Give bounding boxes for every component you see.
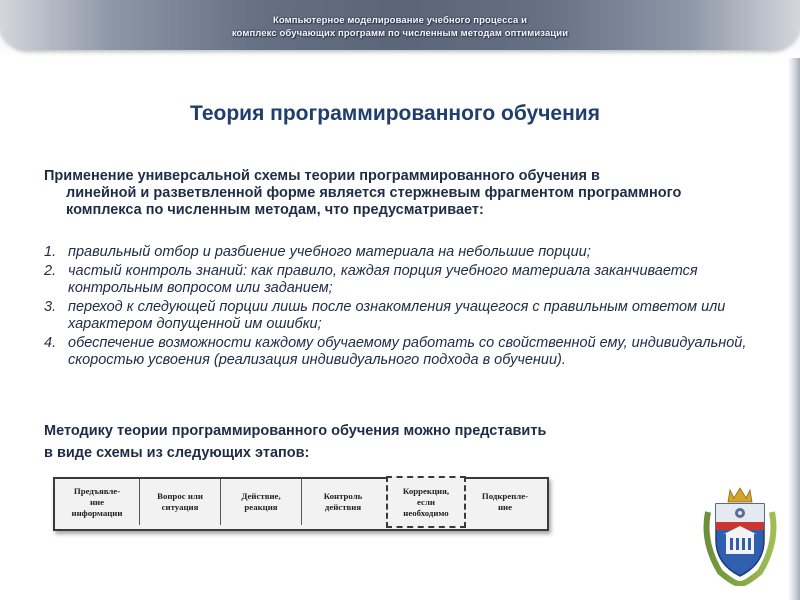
university-crest-icon bbox=[700, 482, 780, 586]
right-decor-stripe bbox=[788, 58, 800, 600]
slide-title: Теория программированного обучения bbox=[190, 102, 600, 125]
requirements-list bbox=[44, 244, 764, 371]
list-item-text: правильный отбор и разбиение учебного материала на небольшие порции; bbox=[68, 244, 591, 260]
stage-correction: Коррекция, если необходимо bbox=[386, 476, 466, 528]
header-line-1: Компьютерное моделирование учебного процесса и bbox=[272, 15, 528, 26]
list-item-text: переход к следующей порции лишь после ознакомления учащегося с правильным ответом или характером допущенной им ошибки; bbox=[68, 299, 726, 332]
method-line-1: Методику теории программированного обучения можно представить bbox=[44, 423, 547, 439]
stages-scheme bbox=[53, 477, 549, 531]
header-text bbox=[0, 14, 800, 40]
list-item-number: 2. bbox=[44, 263, 57, 279]
method-line-2: в виде схемы из следующих этапов: bbox=[44, 445, 310, 461]
stage-question: Вопрос или ситуация bbox=[157, 491, 203, 512]
intro-paragraph bbox=[44, 168, 734, 219]
list-item-text: обеспечение возможности каждому обучаемому работать со свойственной ему, индивидуальной, скоростью усвоения (реализация индивидуального подхода в обучении). bbox=[68, 335, 747, 368]
list-item-text: частый контроль знаний: как правило, каждая порция учебного материала заканчивается контрольным вопросом или заданием; bbox=[68, 263, 698, 296]
list-item bbox=[44, 263, 764, 297]
list-item bbox=[44, 335, 764, 369]
list-item-number: 1. bbox=[44, 244, 57, 260]
intro-first-line: Применение универсальной схемы теории программированного обучения в bbox=[44, 168, 600, 184]
header-banner bbox=[0, 0, 800, 58]
list-item bbox=[44, 299, 764, 333]
list-item-number: 3. bbox=[44, 299, 57, 315]
intro-rest: линейной и разветвленной форме является стержневым фрагментом программного комплекса по численным методам, что предусматривает: bbox=[66, 185, 682, 218]
header-line-2: комплекс обучающих программ по численным методам оптимизации bbox=[231, 28, 569, 39]
method-paragraph bbox=[44, 420, 734, 464]
list-item bbox=[44, 244, 764, 261]
stage-presentation: Предъявле- ние информации bbox=[71, 485, 123, 518]
list-item-number: 4. bbox=[44, 335, 57, 351]
stage-action: Действие, реакция bbox=[241, 491, 281, 512]
stage-reinforcement: Подкрепле- ние bbox=[481, 491, 529, 512]
stage-control: Контроль действия bbox=[323, 491, 363, 512]
